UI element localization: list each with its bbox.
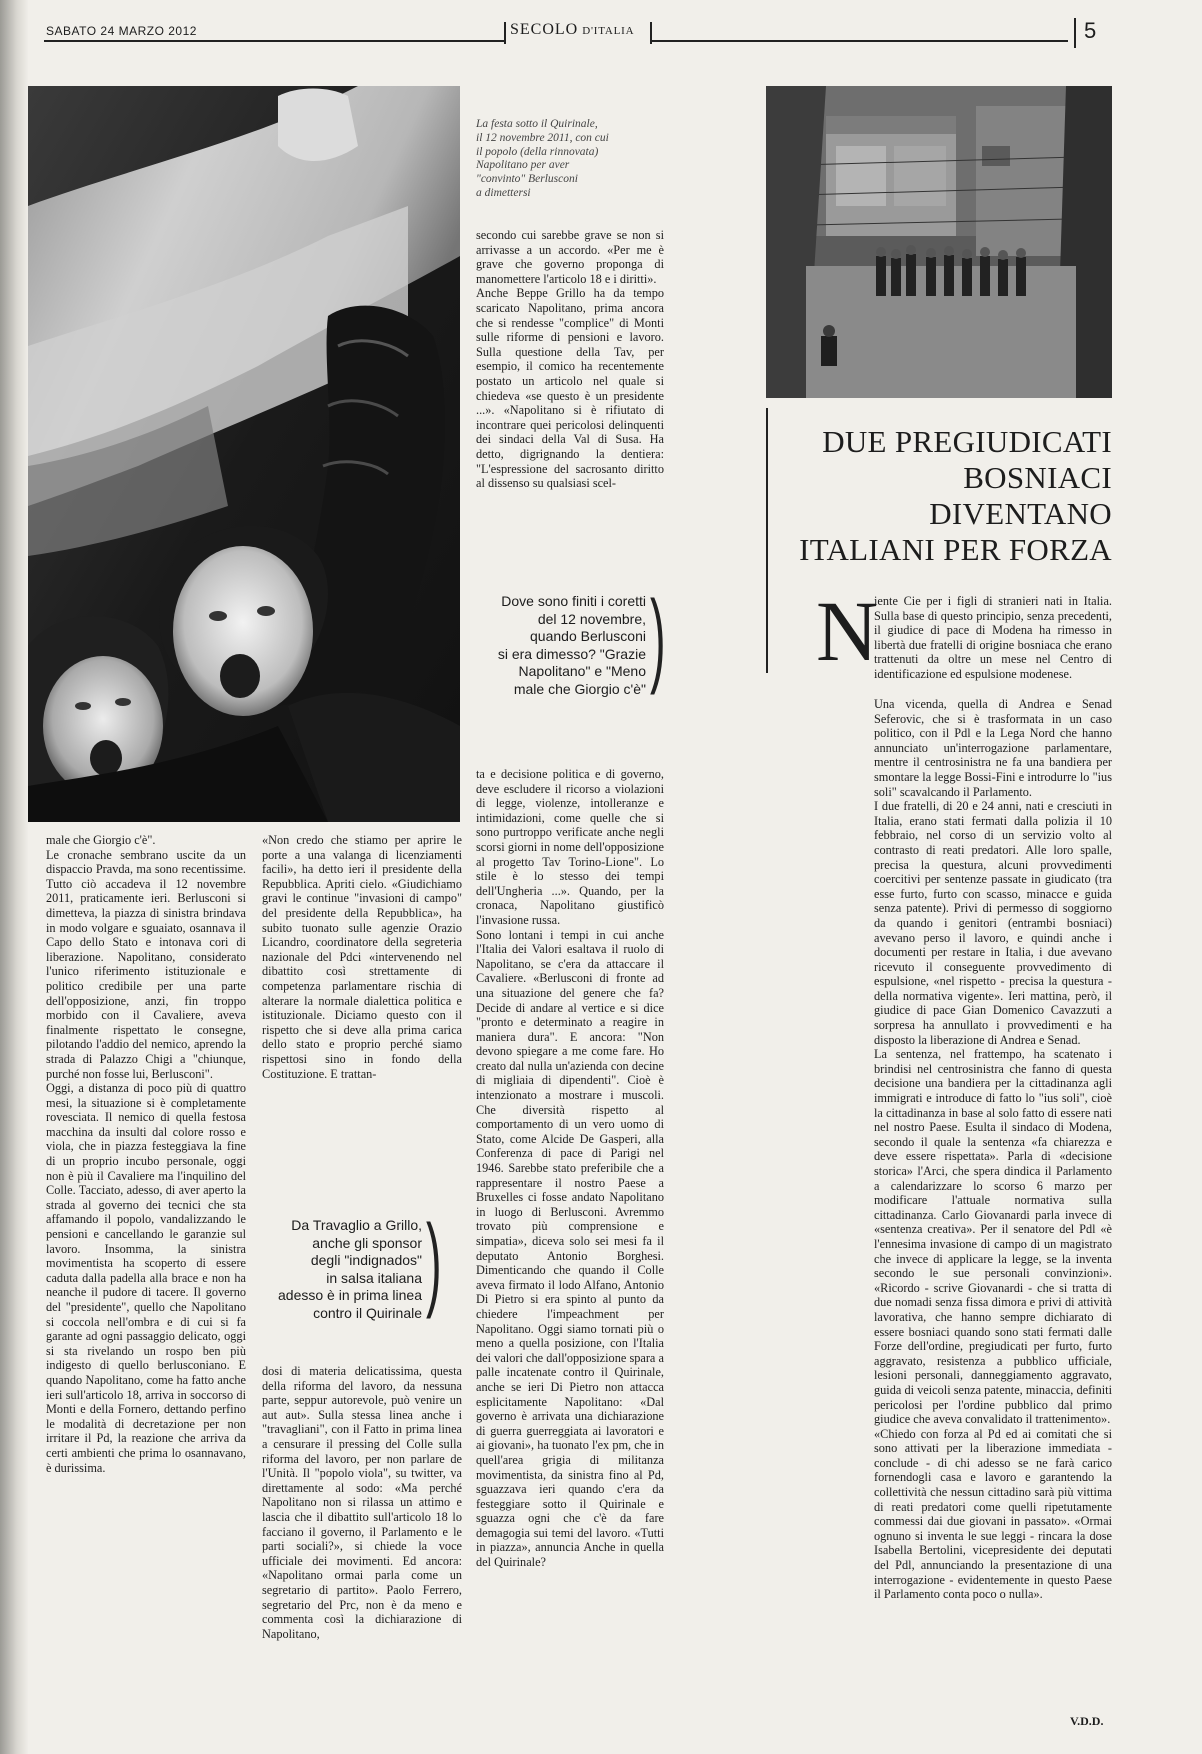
headline-box-rule xyxy=(766,408,768,673)
paper-name-sub: D'ITALIA xyxy=(582,25,635,37)
article-column-1: male che Giorgio c'è". Le cronache sembrano uscite da un dispaccio Pravda, ma sono recentissime. Tutto ciò accadeva il 12 novembre 2011, praticamente ieri. Berlusconi si dimetteva, la piazza di sinistra brindava in modo volgare e sguaiato, osannava il Capo dello Stato e intonava cori di liberazione. Napolitano, considerato l'unico riferimento istituzionale e politico credibile per una parte dell'opposizione, anzi, fin troppo morbido con il Cavaliere, aveva finalmente rispettato le consegne, pilotando l'addio del nemico, aprendo la strada di Palazzo Chigi a "chiunque, purché non fosse lui, Berlusconi". Oggi, a distanza di poco più di quattro mesi, la situazione si è completamente rovesciata. Il nemico di quella festosa macchina da insulti dal colore rosso e viola, che in piazza festeggiava la fine di un proprio incubo personale, oggi non è più il Cavaliere ma l'inquilino del Colle. Tacciato, adesso, di aver aperto la strada al governo dei tecnici che sta affamando il popolo, vandalizzando le pensioni e cancellando le garanzie sul lavoro. Insomma, la sinistra movimentista ha scoperto di essere caduta dalla padella alla brace e non ha neanche il pudore di tacere. Il governo del "presidente", quello che Napolitano si coccola nell'ombra e di cui si fa garante ad ogni passaggio delicato, oggi si sta rivelando un rospo ben più indigesto di quello berlusconiano. E quando Napolitano, come ha fatto anche ieri sull'articolo 18, arriva in soccorso di Monti e della Fornero, dettando perfino le modalità di decretazione per non irritare il Pd, la reazione che arriva da certi ambienti che prima lo osannavano, è durissima. xyxy=(46,833,246,1475)
article-headline: DUE PREGIUDICATI BOSNIACI DIVENTANO ITALIANI PER FORZA xyxy=(799,424,1112,567)
article-column-2-top: «Non credo che stiamo per aprire le porte a una valanga di licenziamenti facili», ha detto ieri il presidente della Repubblica. Apriti cielo. «Giudichiamo gravi le continue "invasioni di campo" del presidente della Repubblica», ha subito tuonato sulle agenzie Orazio Licandro, coordinatore della segreteria nazionale del Pdci «intervenendo nel dibattito così strettamente di competenza parlamentare rischia di alterare la normale dialettica politica e istituzionale. Diciamo questo con il rispetto che si deve alla prima carica dello stato e proprio perché siamo rispettosi sino in fondo della Costituzione. E trattan- xyxy=(262,833,462,1081)
right-article-body: Una vicenda, quella di Andrea e Senad Seferovic, che si è trasformata in un caso politico, con il Pdl e la Lega Nord che hanno annunciato un'interrogazione parlamentare, mentre il centrosinistra ne fa una bandiera per smontare la legge Bossi-Fini e introdurre lo "ius soli" scavalcando il Parlamento. I due fratelli, di 20 e 24 anni, nati e cresciuti in Italia, erano stati fermati dalla polizia il 10 febbraio, nel corso di un servizio volto al contrasto di reati predatori. Alle loro spalle, precisa la questura, alcuni provvedimenti coercitivi per sentenze passate in giudicato (tra esse furto, furto con scasso, minacce e guida senza patente). Privi di permesso di soggiorno da quando i genitori (entrambi bosniaci) avevano perso il lavoro, e quindi anche i documenti per restare in Italia, i due avevano ricevuto il conseguente provvedimento di espulsione, «nel rispetto - precisa la questura - della normativa vigente». Ieri mattina, però, il giudice di pace Gian Domenico Cavazzuti a sorpresa ha annullato i provvedimenti e ha disposto la liberazione di Andrea e Senad. La sentenza, nel frattempo, ha scatenato i brindisi nel centrosinistra che fanno di questa decisione una bandiera per la cittadinanza agli immigrati e introduce di fatto lo "ius soli", cioè la cittadinanza in base al solo fatto di essere nati nel nostro Paese. Esulta il sindaco di Modena, secondo il quale la sentenza «fa chiarezza e deve essere rispettata». Parla di «decisione storica» l'Arci, che spera dindica il Parlamento a calendarizzare lo scorso 6 marzo per modificare l'attuale normativa sulla cittadinanza. Carlo Giovanardi parla invece di «sentenza creativa». Per il senatore del Pdl «è l'ennesima invasione di campo di un magistrato che invece di applicare la legge, se la inventa secondo le sue personali convinzioni». «Ricordo - scrive Giovanardi - che si tratta di due nomadi senza fissa dimora e privi di attività lavorativa, che hanno sempre dichiarato di essere bosniaci quando sono stati fermati dalle Forze dell'ordine, pregiudicati per furto, furto aggravato, resistenza a pubblico ufficiale, lesioni personali, danneggiamento aggravato, guida di veicoli senza patente, minaccia, definiti pericolosi per l'ordine pubblico dal primo giudice che aveva convalidato il trattenimento». «Chiedo con forza al Pd ed ai comitati che si sono attivati per la liberazione immediata - conclude - di chi adesso se ne farà carico fornendogli casa e lavoro e garantendo la collettività che nessun cittadino sarà più vittima di reati predatori come quelli ripetutamente commessi dai due giovani in passato». «Ormai ognuno si inventa le sue leggi - rincara la dose Isabella Bertolini, vicepresidente dei deputati del Pdl, annunciando la presentazione di una interrogazione - evidentemente in questo Paese il Parlamento conta poco o nulla». xyxy=(874,697,1112,1602)
protest-photo xyxy=(28,86,460,822)
masthead-divider-left xyxy=(504,22,506,44)
paper-name-main: SECOLO xyxy=(510,21,579,38)
author-signature: V.D.D. xyxy=(1070,1714,1104,1728)
pull-quote-2: Da Travaglio a Grillo, anche gli sponsor degli "indignados" in salsa italiana adesso è in prima linea contro il Quirinale xyxy=(278,1217,422,1321)
article-column-2-bottom: dosi di materia delicatissima, questa della riforma del lavoro, da nessuna parte, seppur autorevole, può venire un aut aut». Sulla stessa linea anche i "travagliani", con il Fatto in prima linea a censurare il pressing del Colle sulla riforma del lavoro, per non parlare de l'Unità. Il "popolo viola", su twitter, va direttamente al sodo: «Ma perché Napolitano non si rilassa un attimo e lascia che il dibattito sull'articolo 18 lo facciano il governo, il Parlamento e le parti sociali?», si chiede la voce ufficiale dei movimenti. Ed ancora: «Napolitano ormai parla come un segretario di partito». Paolo Ferrero, segretario del Prc, non è da meno e commenta così la dichiarazione di Napolitano, xyxy=(262,1364,462,1641)
pull-quote-1-bracket: ) xyxy=(650,580,666,696)
cie-photo-illustration xyxy=(766,86,1112,398)
issue-date: SABATO 24 MARZO 2012 xyxy=(46,24,197,38)
photo-caption: La festa sotto il Quirinale, il 12 novembre 2011, con cui il popolo (della rinnovata) Napolitano per aver "convinto" Berlusconi a dimettersi xyxy=(476,118,609,199)
page-number-divider xyxy=(1074,18,1076,48)
masthead-rule-right xyxy=(652,40,1068,42)
cie-photo xyxy=(766,86,1112,398)
article-column-3-top: secondo cui sarebbe grave se non si arrivasse a un accordo. «Per me è grave che governo proponga di manomettere l'articolo 18 e i diritti». Anche Beppe Grillo ha da tempo scaricato Napolitano, prima ancora che si rendesse "complice" di Monti sulle riforme di pensioni e lavoro. Sulla questione della Tav, per esempio, il comico ha recentemente postato un articolo nel quale si chiedeva «se questo è un presidente ...». «Napolitano si è rifiutato di incontrare quei pericolosi delinquenti dei sindaci della Val di Susa. Ha detto, digrignando la dentiera: "L'espressione del sacrosanto diritto al dissenso su qualsiasi scel- xyxy=(476,228,664,491)
article-column-3-bottom: ta e decisione politica e di governo, deve escludere il ricorso a violazioni di legge, violenze, intolleranze e intimidazioni, come quelle che si sono purtroppo verificate anche negli scorsi giorni in nome dell'opposizione al progetto Tav Torino-Lione". Lo stile è lo stesso dei tempi dell'Ungheria ...». Quando, per la cronaca, Napolitano giustificò l'invasione russa. Sono lontani i tempi in cui anche l'Italia dei Valori esaltava il ruolo di Napolitano, se c'era da attaccare il Cavaliere. «Berlusconi di fronte ad una situazione del genere che fa? Decide di andare al vertice e si dice "pronto e determinato a reagire in maniera dura". E ancora: "Non devono spiegare a me come fare. Ho creato dal nulla un'azienda con decine di migliaia di dipendenti". Cioè è intenzionato a mostrare i muscoli. Che diversità rispetto al comportamento di un vero uomo di Stato, come Alcide De Gasperi, alla Conferenza di pace di Parigi nel 1946. Sarebbe stato preferibile che a rappresentare il nostro Paese a Bruxelles ci fosse andato Napolitano in luogo di Berlusconi. Avremmo trovato più comprensione e simpatia», diceva solo sei mesi fa il deputato Antonio Borghesi. Dimenticando che quando il Colle aveva firmato il lodo Alfano, Antonio Di Pietro si era spinto al punto da chiedere l'impeachment per Napolitano. Oggi siamo tornati più o meno a quella posizione, con l'Italia dei valori che dall'opposizione spara a palle incatenate contro il Quirinale, anche se ieri Di Pietro non attacca esplicitamente Napolitano: «Dal governo è arrivata una dichiarazione di guerra guerreggiata ai lavoratori e ai giovani», ha tuonato l'ex pm, che in quell'area grigia di militanza movimentista, da sinistra fino al Pd, sguazzava ieri quando c'era da festeggiare sotto il Quirinale e sguazza ogni che c'è da fare demagogia sui temi del lavoro. «Tutti in piazza», annuncia Anche in quella del Quirinale? xyxy=(476,767,664,1570)
pull-quote-2-bracket: ) xyxy=(426,1204,442,1320)
right-article-lead: iente Cie per i figli di stranieri nati in Italia. Sulla base di questo principio, senza precedenti, il giudice di pace di Modena ha rimesso in libertà due fratelli di origine bosniaca che erano trattenuti da oltre un mese nel Centro di identificazione ed espulsione modenese. xyxy=(874,594,1112,681)
page-binding-edge xyxy=(0,0,28,1754)
masthead-divider-right xyxy=(650,22,652,44)
paper-name xyxy=(510,21,634,39)
drop-cap: N xyxy=(816,583,879,679)
page-number: 5 xyxy=(1084,18,1097,43)
protest-photo-illustration xyxy=(28,86,460,822)
pull-quote-1: Dove sono finiti i coretti del 12 novembre, quando Berlusconi si era dimesso? "Grazie Napolitano" e "Meno male che Giorgio c'è" xyxy=(497,593,646,697)
masthead-rule-left xyxy=(44,40,504,42)
